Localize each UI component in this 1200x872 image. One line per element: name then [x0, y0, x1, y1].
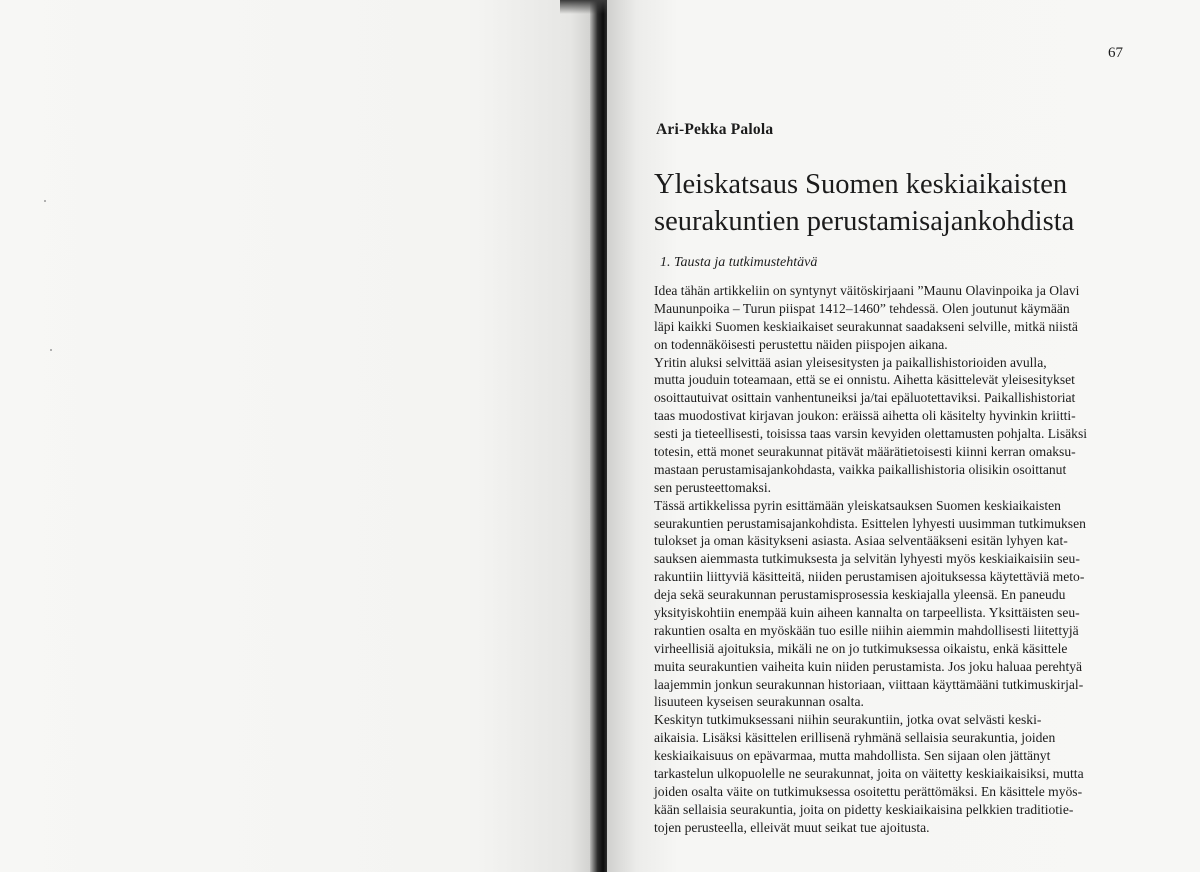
body-line: mutta jouduin toteamaan, että se ei onnistu. Aihetta käsittelevät yleisesitykset — [654, 372, 1075, 388]
body-line: Tässä artikkelissa pyrin esittämään yleiskatsauksen Suomen keskiaikaisten — [654, 497, 1061, 513]
body-text — [654, 282, 1134, 837]
paper-speck — [50, 349, 52, 351]
body-line: laajemmin jonkun seurakunnan historiaan, viittaan käyttämääni tutkimuskirjal- — [654, 676, 1084, 692]
body-line: tulokset ja oman käsitykseni asiasta. Asiaa selventääkseni esitän lyhyen kat- — [654, 533, 1068, 549]
body-line: sauksen aiemmasta tutkimuksesta ja selvitän lyhyesti myös keskiaikaisiin seu- — [654, 551, 1080, 567]
author-name: Ari-Pekka Palola — [656, 121, 774, 138]
body-line: keskiaikaisuus on epävarmaa, mutta mahdollista. Sen sijaan olen jättänyt — [654, 748, 1051, 764]
body-line: sen perusteettomaksi. — [654, 479, 772, 495]
body-line: kään sellaisia seurakuntia, joita on pidetty keskiaikaisina pelkkien traditiotie- — [654, 801, 1074, 817]
body-line: totesin, että monet seurakunnat pitävät määrätietoisesti kiinni kerran omaksu- — [654, 444, 1076, 460]
body-line: muita seurakuntien vaiheita kuin niiden perustamista. Jos joku haluaa perehtyä — [654, 658, 1083, 674]
body-line: taas muodostivat kirjavan joukon: eräissä aihetta oli käsitelty hyvinkin kriitti- — [654, 408, 1076, 424]
title-line: Yleiskatsaus Suomen keskiaikaisten — [654, 169, 1068, 200]
body-line: yksityiskohtiin enempää kuin aiheen kannalta on tarpeellista. Yksittäisten seu- — [654, 605, 1080, 621]
body-line: Idea tähän artikkeliin on syntynyt väitöskirjaani ”Maunu Olavinpoika ja Olavi — [654, 283, 1080, 298]
body-line: Keskityn tutkimuksessani niihin seurakuntiin, jotka ovat selvästi keski- — [654, 712, 1042, 728]
title-line: seurakuntien perustamisajankohdista — [654, 206, 1075, 237]
body-line: Yritin aluksi selvittää asian yleisesitysten ja paikallishistorioiden avulla, — [654, 354, 1047, 370]
body-line: Maununpoika – Turun piispat 1412–1460” tehdessä. Olen joutunut käymään — [654, 300, 1070, 316]
body-line: on todennäköisesti perustettu näiden piispojen aikana. — [654, 336, 948, 352]
body-line: seurakuntien perustamisajankohdista. Esittelen lyhyesti uusimman tutkimuksen — [654, 515, 1086, 531]
body-line: osoittautuivat osittain vanhentuneiksi ja/tai epäluotettaviksi. Paikallishistoriat — [654, 390, 1076, 406]
section-heading: 1. Tausta ja tutkimustehtävä — [660, 255, 818, 270]
body-line: joiden osalta väite on tutkimuksessa osoitettu perättömäksi. En käsittele myös- — [654, 783, 1083, 799]
body-line: mastaan perustamisajankohdasta, vaikka paikallishistoria olisikin osoittanut — [654, 461, 1067, 477]
body-line: tarkastelun ulkopuolelle ne seurakunnat, joita on väitetty keskiaikaisiksi, mutta — [654, 766, 1084, 782]
body-line: aikaisia. Lisäksi käsittelen erillisenä ryhmänä sellaisia seurakuntia, joiden — [654, 730, 1056, 746]
body-line: rakuntien osalta en myöskään tuo esille niihin aiemmin mahdollisesti liitettyjä — [654, 622, 1079, 638]
paper-speck — [44, 200, 46, 202]
body-line: deja sekä seurakunnan perustamisprosessia keskiajalla yleensä. En paneudu — [654, 587, 1066, 603]
body-line: lisuuteen kyseisen seurakunnan osalta. — [654, 694, 864, 710]
body-line: tojen perusteella, elleivät muut seikat tue ajoitusta. — [654, 819, 930, 835]
body-line: virheellisiä ajoituksia, mikäli ne on jo tutkimuksessa oikaistu, enkä käsittele — [654, 640, 1068, 656]
article-title — [654, 166, 1174, 240]
body-line: sesti ja tieteellisesti, toisissa taas varsin kevyiden olettamusten pohjalta. Lisäksi — [654, 426, 1088, 442]
page-number: 67 — [1108, 45, 1123, 61]
body-line: läpi kaikki Suomen keskiaikaiset seurakunnat saadakseni selville, mitkä niistä — [654, 318, 1078, 334]
left-page-blank — [0, 0, 594, 872]
body-line: rakuntiin liittyviä käsitteitä, niiden perustamisen ajoituksessa käytettäviä meto- — [654, 569, 1085, 585]
